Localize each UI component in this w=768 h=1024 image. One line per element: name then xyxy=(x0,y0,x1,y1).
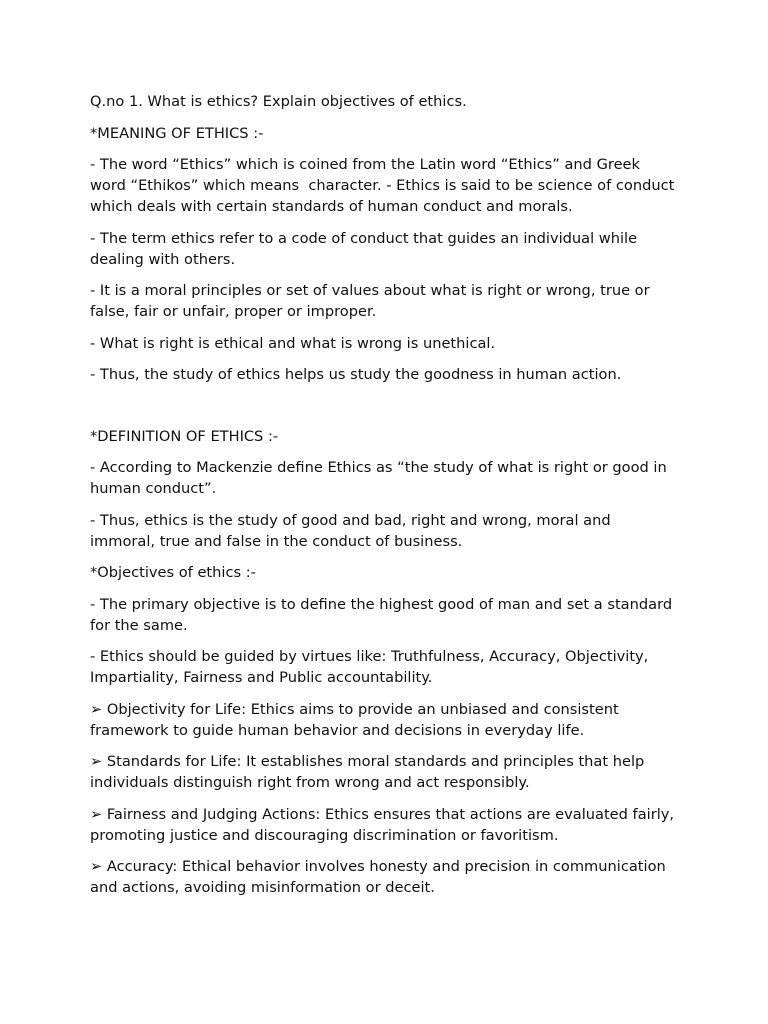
definition-heading: *DEFINITION OF ETHICS :- xyxy=(90,427,279,445)
meaning-paragraph-3: - It is a moral principles or set of values about what is right or wrong, true or false, fair or unfair, proper or improper. xyxy=(90,282,655,320)
meaning-paragraph-1: - The word “Ethics” which is coined from the Latin word “Ethics” and Greek word “Ethikos” which means character. - Ethics is said to be science of conduct which deals with certain standards of human conduct and morals. xyxy=(90,156,679,215)
objectives-paragraph-1: - The primary objective is to define the highest good of man and set a standard for the same. xyxy=(90,595,677,634)
section-spacer xyxy=(90,396,680,426)
definition-paragraph-2: - Thus, ethics is the study of good and bad, right and wrong, moral and immoral, true and false in the conduct of business. xyxy=(90,511,616,550)
meaning-paragraph-4: - What is right is ethical and what is wrong is unethical. xyxy=(90,334,496,352)
document-page xyxy=(90,91,680,909)
meaning-paragraph-2: - The term ethics refer to a code of conduct that guides an individual while dealing with others. xyxy=(90,229,642,268)
meaning-heading: *MEANING OF ETHICS :- xyxy=(90,124,264,142)
objectives-bullet-4: ➢ Accuracy: Ethical behavior involves honesty and precision in communication and actions, avoiding misinformation or deceit. xyxy=(90,858,671,896)
objectives-paragraph-2: - Ethics should be guided by virtues like: Truthfulness, Accuracy, Objectivity, Impartiality, Fairness and Public accountability. xyxy=(90,648,653,686)
definition-paragraph-1: - According to Mackenzie define Ethics as “the study of what is right or good in human conduct”. xyxy=(90,459,672,497)
objectives-bullet-1: ➢ Objectivity for Life: Ethics aims to provide an unbiased and consistent framework to guide human behavior and decisions in everyday life. xyxy=(90,700,624,739)
meaning-paragraph-5: - Thus, the study of ethics helps us study the goodness in human action. xyxy=(90,366,622,383)
objectives-heading: *Objectives of ethics :- xyxy=(90,564,256,581)
objectives-bullet-2: ➢ Standards for Life: It establishes moral standards and principles that help individuals distinguish right from wrong and act responsibly. xyxy=(90,753,649,791)
question-title: Q.no 1. What is ethics? Explain objectives of ethics. xyxy=(90,93,467,110)
objectives-bullet-3: ➢ Fairness and Judging Actions: Ethics ensures that actions are evaluated fairly, promoting justice and discouraging discrimination or favoritism. xyxy=(90,805,679,844)
